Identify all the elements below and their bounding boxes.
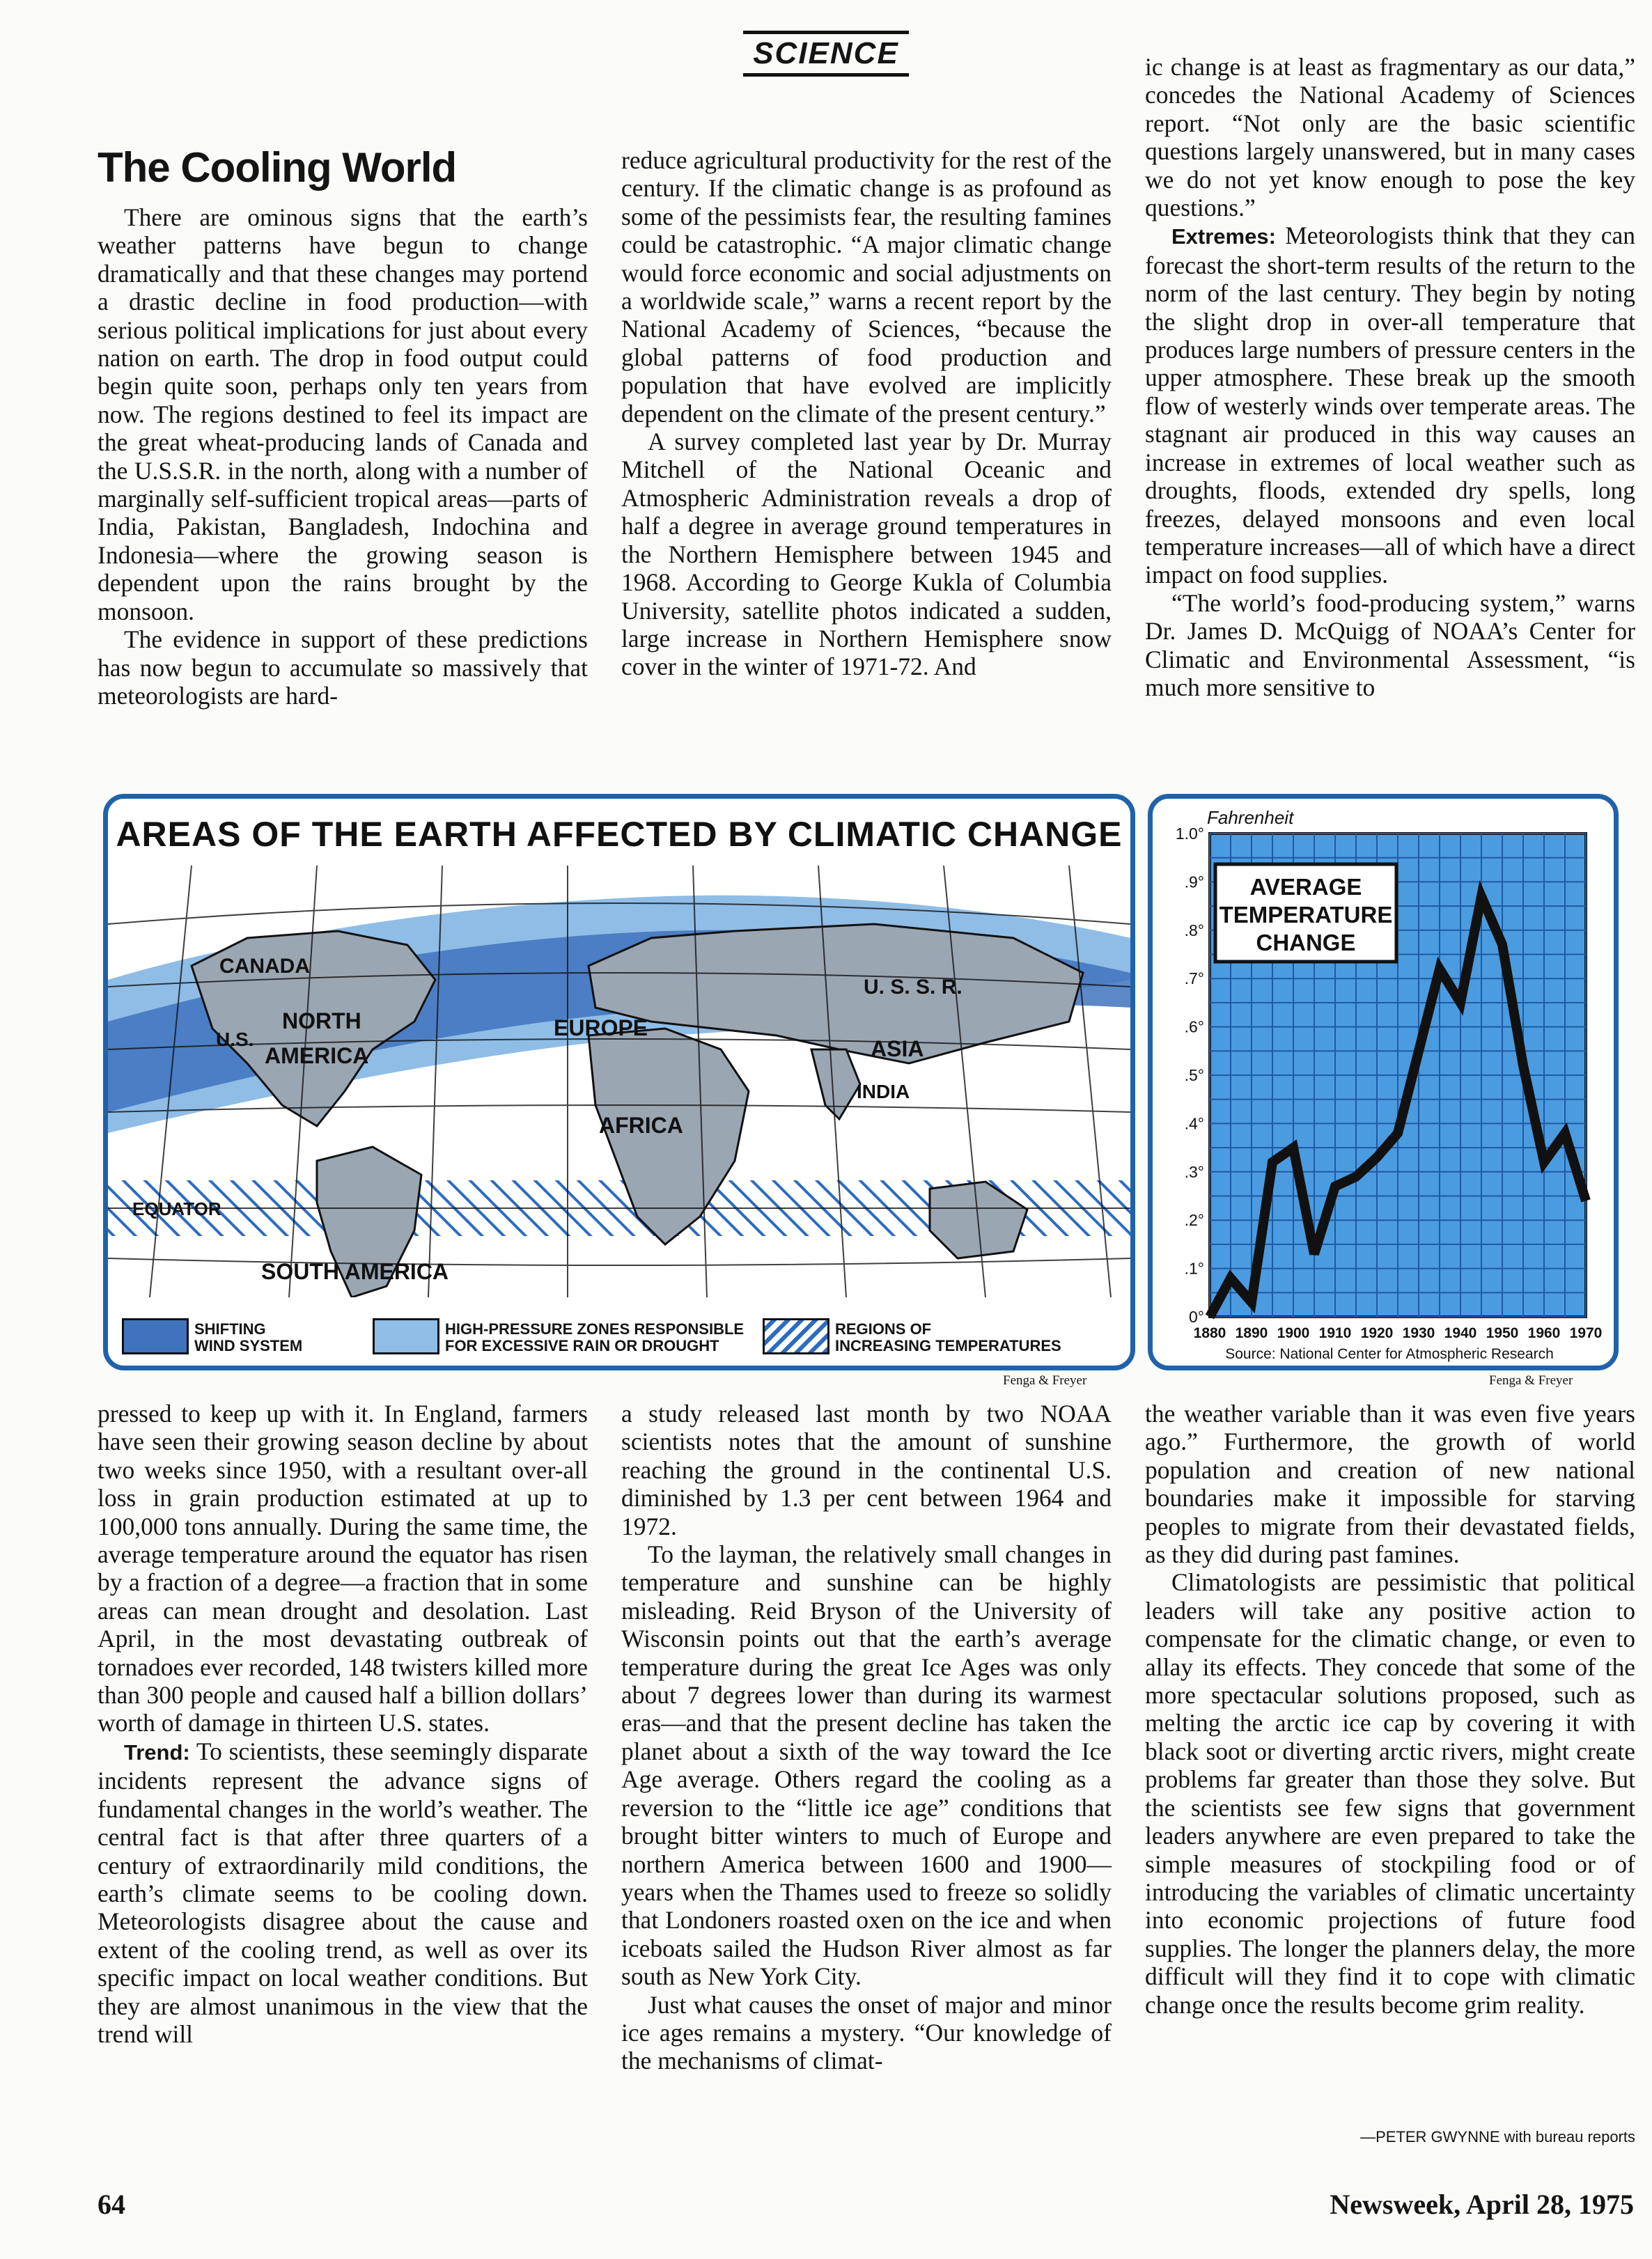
- column-2-bottom: [621, 1400, 1112, 2075]
- x-tick-label: 1950: [1486, 1325, 1519, 1341]
- paragraph: To the layman, the relatively small changes in temperature and sunshine can be highly misleading. Reid Bryson of the University of Wisconsin points out that the earth’s average temperature during the great Ice Ages was only about 7 degrees lower than during its warmest eras—and that the present decline has taken the planet about a sixth of the way toward the Ice Age average. Others regard the cooling as a reversion to the “little ice age” conditions that brought bitter winters to much of Europe and northern America between 1600 and 1900—years when the Thames used to freeze so solidly that Londoners roasted oxen on the ice and when iceboats sailed the Hudson River almost as far south as New York City.: [621, 1540, 1112, 1991]
- paragraph: a study released last month by two NOAA scientists notes that the amount of sunshine reaching the ground in the continental U.S. diminished by 1.3 per cent between 1964 and 1972.: [621, 1400, 1112, 1540]
- paragraph-text: Meteorologists think that they can forecast the short-term results of the return to the norm of the last century. They begin by noting the slight drop in over-all temperature that produces large numbers of pressure centers in the upper atmosphere. These break up the smooth flow of westerly winds over temperate areas. The stagnant air produced in this way causes an increase in extremes of local weather such as droughts, floods, extended dry spells, long freezes, delayed monsoons and even local temperature increases—all of which have a direct impact on food supplies.: [1145, 221, 1635, 589]
- paragraph: ic change is at least as fragmentary as our data,” concedes the National Academy of Sciences report. “Not only are the basic scientific questions largely unanswered, but in many cases we do not yet know enough to pose the key questions.”: [1145, 53, 1635, 222]
- section-name: SCIENCE: [743, 31, 909, 77]
- y-tick-label: 0°: [1189, 1308, 1204, 1326]
- map-legend: [122, 1318, 1125, 1360]
- y-tick-label: 1.0°: [1175, 824, 1204, 843]
- byline: —PETER GWYNNE with bureau reports: [1360, 2128, 1635, 2145]
- paragraph: A survey completed last year by Dr. Murray Mitchell of the National Oceanic and Atmospheric Administration reveals a drop of half a degree in average ground temperatures in the Northern Hemisphere between 1945 and 1968. According to George Kukla of Columbia University, satellite photos indicated a sudden, large increase in Northern Hemisphere snow cover in the winter of 1971-72. And: [621, 428, 1112, 681]
- world-map-graphic: [108, 799, 1130, 1366]
- runin-heading: Trend:: [124, 1740, 190, 1765]
- legend-label-warming: REGIONS OF INCREASING TEMPERATURES: [835, 1320, 1061, 1354]
- paragraph-text: To scientists, these seemingly disparate incidents represent the advance signs of fundamental changes in the world’s weather. The central fact is that after three quarters of a century of extraordinarily mild conditions, the earth’s climate seems to be cooling down. Meteorologists disagree about the cause and extent of the cooling trend, as well as over its specific impact on local weather conditions. But they are almost unanimous in the view that the trend will: [98, 1737, 588, 2048]
- label-africa: AFRICA: [599, 1113, 683, 1138]
- x-tick-label: 1960: [1527, 1325, 1561, 1341]
- chart-title-line-1: AVERAGE: [1249, 874, 1362, 900]
- map-credit: Fenga & Freyer: [1003, 1373, 1087, 1388]
- temperature-chart-svg: [1153, 799, 1614, 1366]
- paragraph: Just what causes the onset of major and minor ice ages remains a mystery. “Our knowledge of the mechanisms of climat-: [621, 1990, 1112, 2075]
- label-equator: EQUATOR: [132, 1198, 221, 1219]
- y-tick-label: .2°: [1184, 1211, 1204, 1230]
- x-tick-label: 1930: [1402, 1325, 1435, 1341]
- paragraph: There are ominous signs that the earth’s weather patterns have begun to change dramatically and that these changes may portend a drastic decline in food production—with serious political implications for just about every nation on earth. The drop in food output could begin quite soon, perhaps only ten years from now. The regions destined to feel its impact are the great wheat-producing lands of Canada and the U.S.S.R. in the north, along with a number of marginally self-sufficient tropical areas—parts of India, Pakistan, Bangladesh, Indochina and Indonesia—where the growing season is dependent upon the rains brought by the monsoon.: [98, 203, 588, 625]
- legend-label-highpressure: HIGH-PRESSURE ZONES RESPONSIBLE FOR EXCESSIVE RAIN OR DROUGHT: [445, 1320, 745, 1354]
- map-title: AREAS OF THE EARTH AFFECTED BY CLIMATIC CHANGE: [116, 815, 1123, 854]
- label-europe: EUROPE: [554, 1015, 648, 1040]
- legend-swatch-warming: [763, 1318, 829, 1354]
- paragraph: The evidence in support of these predictions has now begun to accumulate so massively that meteorologists are hard-: [98, 625, 588, 710]
- headline: The Cooling World: [98, 144, 457, 191]
- y-tick-label: .8°: [1184, 921, 1204, 939]
- label-south-america: SOUTH AMERICA: [261, 1259, 449, 1284]
- legend-swatch-wind: [122, 1318, 189, 1354]
- x-tick-label: 1910: [1318, 1325, 1352, 1341]
- column-3-top: [1145, 53, 1635, 701]
- label-india: INDIA: [857, 1081, 910, 1102]
- x-tick-label: 1940: [1444, 1325, 1477, 1341]
- chart-title-line-2: TEMPERATURE: [1219, 902, 1393, 928]
- page-number: 64: [98, 2189, 125, 2220]
- x-tick-label: 1970: [1569, 1325, 1603, 1341]
- y-tick-label: .7°: [1184, 969, 1204, 988]
- paragraph: [98, 1737, 588, 2048]
- temperature-chart: [1148, 794, 1619, 1370]
- y-tick-label: .9°: [1184, 873, 1204, 891]
- paragraph: Climatologists are pessimistic that political leaders will take any positive action to compensate for the climatic change, or even to allay its effects. They concede that some of the more spectacular solutions proposed, such as melting the arctic ice cap by covering it with black soot or diverting arctic rivers, might create problems far greater than those they solve. But the scientists see few signs that government leaders anywhere are even prepared to take the simple measures of stockpiling food or of introducing the variables of climatic uncertainty into economic projections of future food supplies. The longer the planners delay, the more difficult will they find it to cope with climatic change once the results become grim reality.: [1145, 1568, 1635, 2019]
- label-ussr: U. S. S. R.: [864, 976, 963, 999]
- label-asia: ASIA: [871, 1036, 924, 1061]
- paragraph: “The world’s food-producing system,” warns Dr. James D. McQuigg of NOAA’s Center for Climatic and Environmental Assessment, “is much more sensitive to: [1145, 588, 1635, 701]
- legend-swatch-highpressure: [373, 1318, 439, 1354]
- column-2-top: [621, 146, 1112, 681]
- y-tick-label: .5°: [1184, 1066, 1204, 1084]
- chart-credit: Fenga & Freyer: [1489, 1373, 1573, 1388]
- paragraph: reduce agricultural productivity for the rest of the century. If the climatic change is as profound as some of the pessimists fear, the resulting famines could be catastrophic. “A major climatic change would force economic and social adjustments on a worldwide scale,” warns a recent report by the National Academy of Sciences, “because the global patterns of food production and population that have evolved are implicitly dependent on the climate of the present century.”: [621, 146, 1112, 428]
- x-tick-label: 1880: [1193, 1325, 1226, 1341]
- chart-title-box: [1215, 864, 1396, 962]
- climate-map: [103, 794, 1135, 1370]
- x-tick-label: 1920: [1360, 1325, 1394, 1341]
- runin-heading: Extremes:: [1171, 224, 1276, 249]
- chart-title-line-3: CHANGE: [1256, 930, 1356, 955]
- publication-date: Newsweek, April 28, 1975: [1330, 2189, 1634, 2220]
- paragraph: [1145, 221, 1635, 588]
- y-tick-label: .1°: [1184, 1259, 1204, 1278]
- label-north: NORTH: [282, 1008, 361, 1033]
- x-axis-ticks: [1194, 1325, 1603, 1341]
- x-tick-label: 1890: [1235, 1325, 1268, 1341]
- column-1-top: [98, 203, 588, 710]
- y-axis-ticks: [1176, 824, 1204, 1326]
- chart-ylabel: Fahrenheit: [1207, 807, 1294, 828]
- y-tick-label: .4°: [1184, 1114, 1204, 1133]
- y-tick-label: .6°: [1184, 1017, 1204, 1036]
- label-america: AMERICA: [265, 1043, 369, 1068]
- label-canada: CANADA: [219, 955, 310, 978]
- chart-source: Source: National Center for Atmospheric Research: [1225, 1346, 1554, 1362]
- x-tick-label: 1900: [1277, 1325, 1310, 1341]
- legend-label-wind: SHIFTING WIND SYSTEM: [194, 1320, 303, 1354]
- column-1-bottom: [98, 1400, 588, 2048]
- paragraph: the weather variable than it was even five years ago.” Furthermore, the growth of world population and creation of new national boundaries make it impossible for starving peoples to migrate from their devastated fields, as they did during past famines.: [1145, 1400, 1635, 1569]
- y-tick-label: .3°: [1184, 1162, 1204, 1181]
- column-3-bottom: [1145, 1400, 1635, 2019]
- label-us: U.S.: [216, 1029, 254, 1050]
- paragraph: pressed to keep up with it. In England, farmers have seen their growing season decline by about two weeks since 1950, with a resultant over-all loss in grain production estimated at up to 100,000 tons annually. During the same time, the average temperature around the equator has risen by a fraction of a degree—a fraction that in some areas can mean drought and desolation. Last April, in the most devastating outbreak of tornadoes ever recorded, 148 twisters killed more than 300 people and caused half a billion dollars’ worth of damage in thirteen U.S. states.: [98, 1400, 588, 1737]
